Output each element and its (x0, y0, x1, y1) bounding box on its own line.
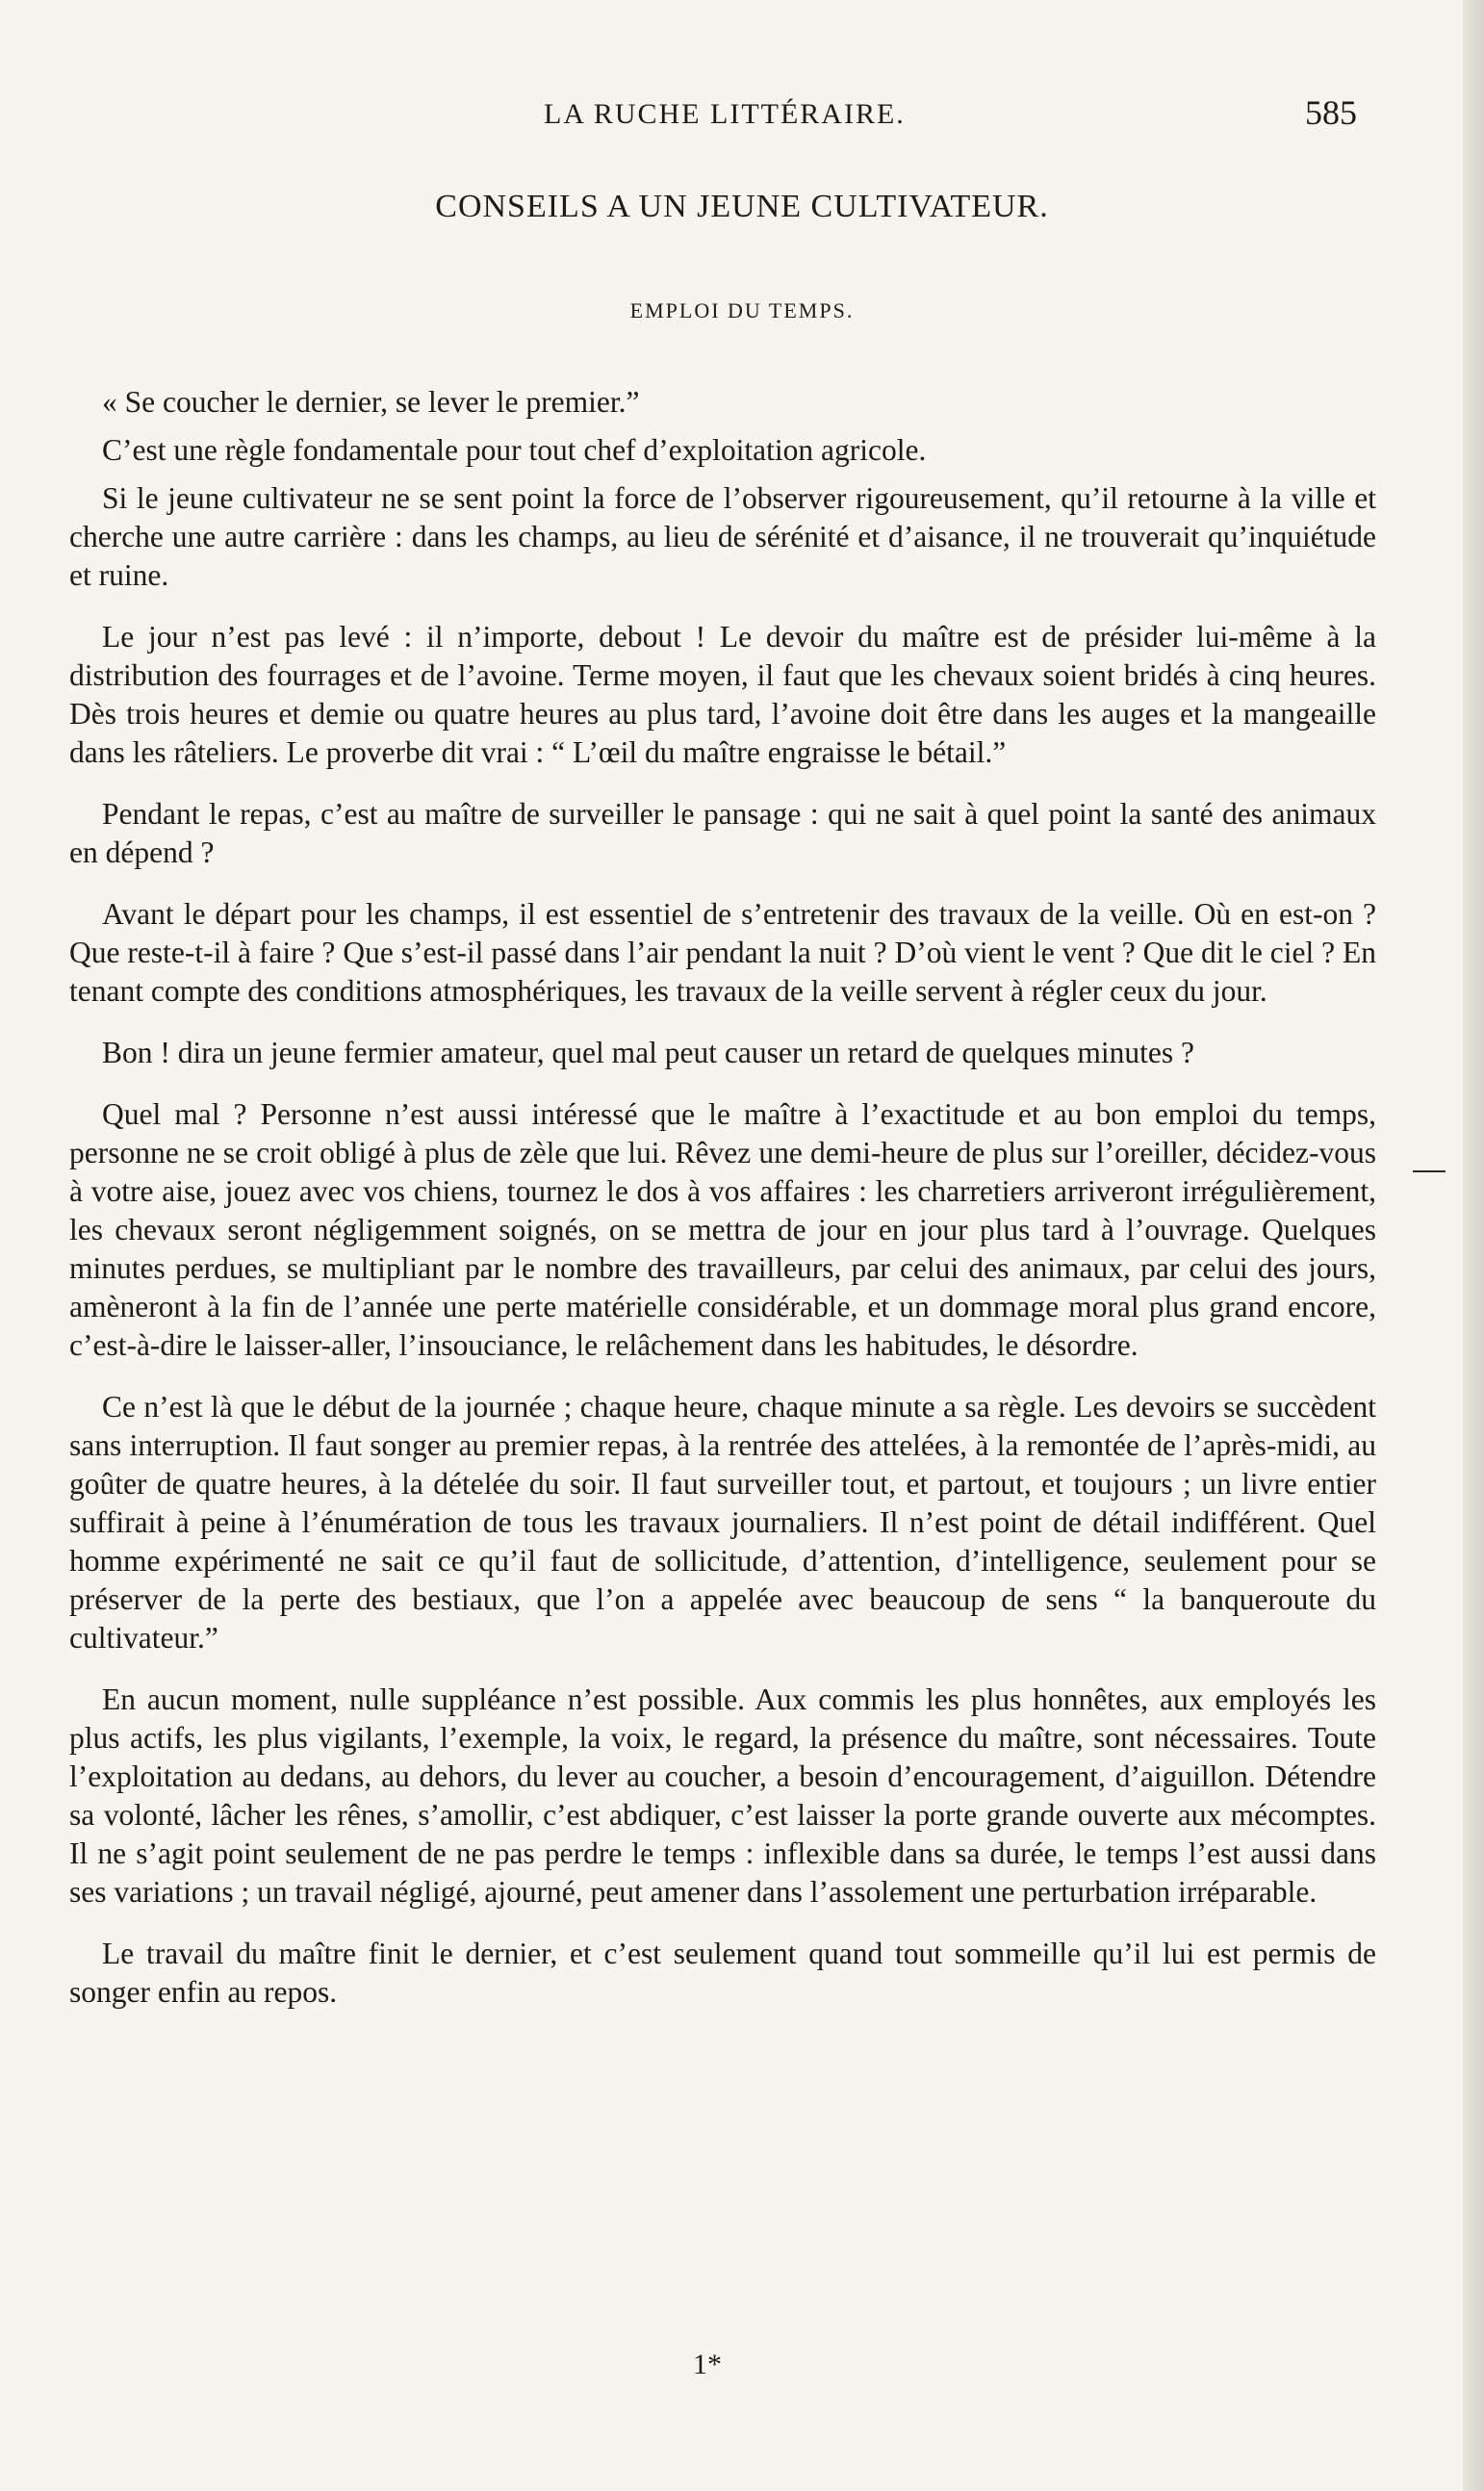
article-body (69, 383, 1376, 2035)
paragraph: Ce n’est là que le début de la journée ; chaque heure, chaque minute a sa règle. Les devoirs se succèdent sans interruption. Il faut songer au premier repas, à la rentrée des attelées, à la remontée de l’après-midi, au goûter de quatre heures, à la dételée du soir. Il faut surveiller tout, et partout, et toujours ; un livre entier suffirait à peine à l’énumération de tous les travaux journaliers. Il n’est point de détail indifférent. Quel homme expérimenté ne sait ce qu’il faut de sollicitude, d’attention, d’intelligence, seulement pour se préserver de la perte des bestiaux, que l’on a appelée avec beaucoup de sens “ la banqueroute du cultivateur.” (69, 1390, 1376, 1655)
section-title: EMPLOI DU TEMPS. (629, 298, 855, 322)
paragraph: Pendant le repas, c’est au maître de surveiller le pansage : qui ne sait à quel point la santé des animaux en dépend ? (69, 797, 1376, 869)
paragraph: Le jour n’est pas levé : il n’importe, debout ! Le devoir du maître est de présider lui-même à la distribution des fourrages et de l’avoine. Terme moyen, il faut que les chevaux soient bridés à cinq heures. Dès trois heures et demie ou quatre heures au plus tard, l’avoine doit être dans les auges et la mangeaille dans les râteliers. Le proverbe dit vrai : “ L’œil du maître engraisse le bétail.” (69, 620, 1376, 769)
journal-title: LA RUCHE LITTÉRAIRE. (544, 98, 906, 130)
page-edge-shadow (1463, 0, 1484, 2491)
signature-mark: 1* (693, 2349, 722, 2380)
page-number: 585 (1305, 93, 1357, 132)
paragraph: « Se coucher le dernier, se lever le premier.” (102, 385, 640, 419)
paragraph: Avant le départ pour les champs, il est essentiel de s’entretenir des travaux de la veille. Où en est-on ? Que reste-t-il à faire ? Que s’est-il passé dans l’air pendant la nuit ? D’où vient le vent ? Que dit le ciel ? En tenant compte des conditions atmosphériques, les travaux de la veille servent à régler ceux du jour. (69, 897, 1376, 1008)
paragraph: Quel mal ? Personne n’est aussi intéressé que le maître à l’exactitude et au bon emploi du temps, personne ne se croit obligé à plus de zèle que lui. Rêvez une demi-heure de plus sur l’oreiller, décidez-vous à votre aise, jouez avec vos chiens, tournez le dos à vos affaires : les charretiers arriveront irrégulièrement, les chevaux seront négligemment soignés, on se mettra de jour en jour plus tard à l’ouvrage. Quelques minutes perdues, se multipliant par le nombre des travailleurs, par celui des animaux, par celui des jours, amèneront à la fin de l’année une perte matérielle considérable, et un dommage moral plus grand encore, c’est-à-dire le laisser-aller, l’insouciance, le relâchement dans les habitudes, le désordre. (69, 1097, 1376, 1362)
paragraph: En aucun moment, nulle suppléance n’est possible. Aux commis les plus honnêtes, aux employés les plus actifs, les plus vigilants, l’exemple, la voix, le regard, la présence du maître, sont nécessaires. Toute l’exploitation au dedans, au dehors, du lever au coucher, a besoin d’encouragement, d’aiguillon. Détendre sa volonté, lâcher les rênes, s’amollir, c’est abdiquer, c’est laisser la porte grande ouverte aux mécomptes. Il ne s’agit point seulement de ne pas perdre le temps : inflexible dans sa durée, le temps l’est aussi dans ses variations ; un travail négligé, ajourné, peut amener dans l’assolement une perturbation irréparable. (69, 1682, 1376, 1909)
margin-dash (1413, 1170, 1446, 1172)
paragraph: C’est une règle fondamentale pour tout chef d’exploitation agricole. (102, 433, 927, 467)
running-header (0, 92, 1484, 150)
paragraph: Bon ! dira un jeune fermier amateur, quel mal peut causer un retard de quelques minutes ? (102, 1036, 1194, 1069)
article-title: CONSEILS A UN JEUNE CULTIVATEUR. (435, 189, 1049, 224)
paragraph: Le travail du maître finit le dernier, et c’est seulement quand tout sommeille qu’il lui est permis de songer enfin au repos. (69, 1937, 1376, 2009)
paragraph: Si le jeune cultivateur ne se sent point la force de l’observer rigoureusement, qu’il retourne à la ville et cherche une autre carrière : dans les champs, au lieu de sérénité et d’aisance, il ne trouverait qu’inquiétude et ruine. (69, 481, 1376, 592)
